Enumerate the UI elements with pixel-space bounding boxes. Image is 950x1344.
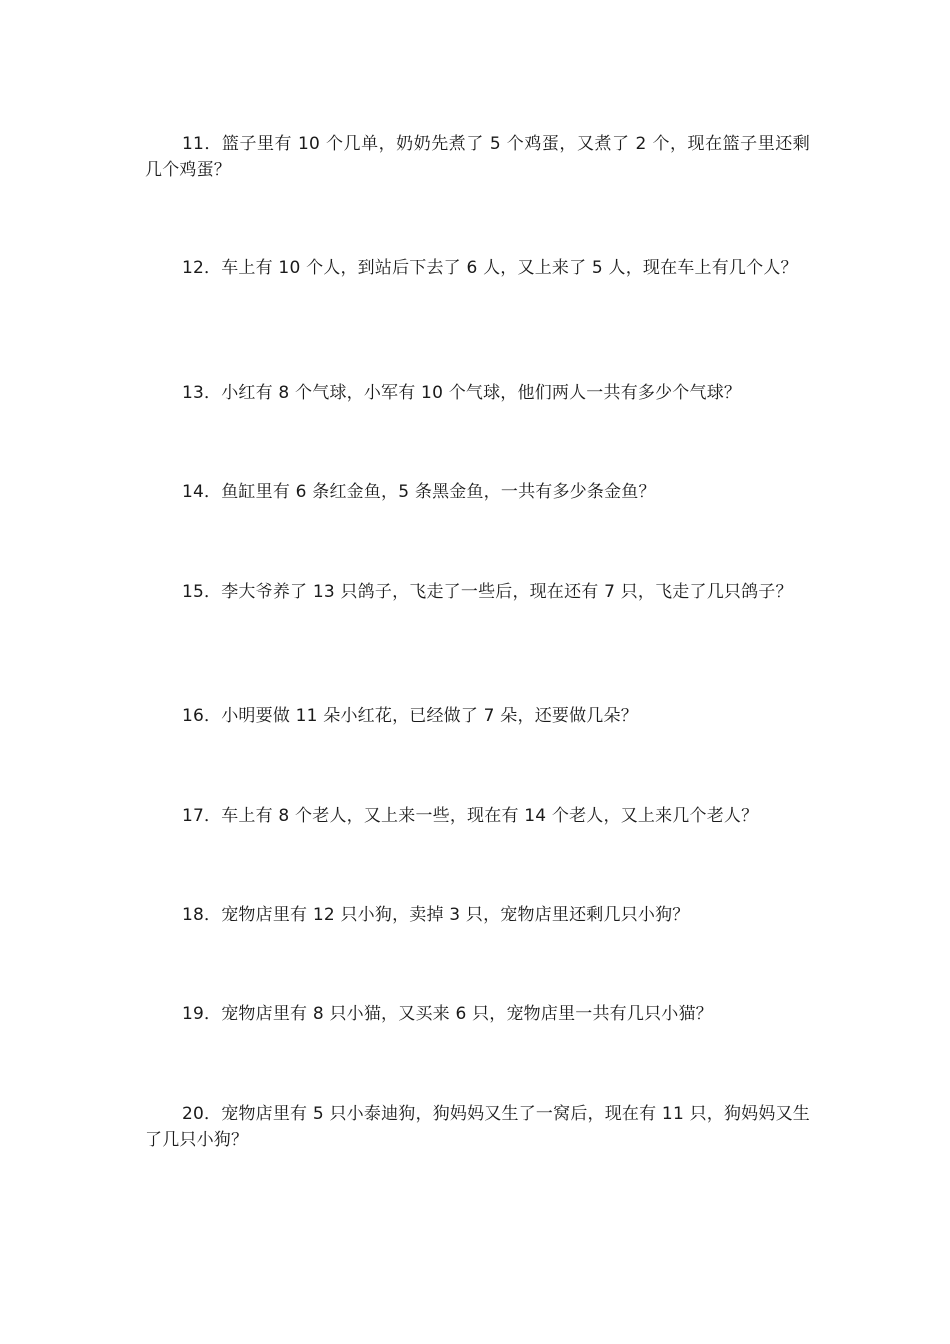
question-13: 13．小红有 8 个气球，小军有 10 个气球，他们两人一共有多少个气球？ [182,383,742,403]
question-17: 17．车上有 8 个老人，又上来一些，现在有 14 个老人，又上来几个老人？ [182,806,759,826]
question-15: 15．李大爷养了 13 只鸽子，飞走了一些后，现在还有 7 只，飞走了几只鸽子？ [182,582,793,602]
question-11: 11．篮子里有 10 个几单，奶奶先煮了 5 个鸡蛋，又煮了 2 个，现在篮子里还剩几个鸡蛋？ [145,134,810,180]
question-18: 18．宠物店里有 12 只小狗，卖掉 3 只，宠物店里还剩几只小狗？ [182,905,690,925]
question-19: 19．宠物店里有 8 只小猫，又买来 6 只，宠物店里一共有几只小猫？ [182,1004,713,1024]
question-14: 14．鱼缸里有 6 条红金鱼，5 条黑金鱼，一共有多少条金鱼？ [182,482,656,502]
question-20: 20．宠物店里有 5 只小泰迪狗，狗妈妈又生了一窝后，现在有 11 只，狗妈妈又生了几只小狗？ [145,1104,810,1150]
question-12: 12．车上有 10 个人，到站后下去了 6 人，又上来了 5 人，现在车上有几个人？ [182,258,798,278]
question-16: 16．小明要做 11 朵小红花，已经做了 7 朵，还要做几朵？ [182,706,638,726]
